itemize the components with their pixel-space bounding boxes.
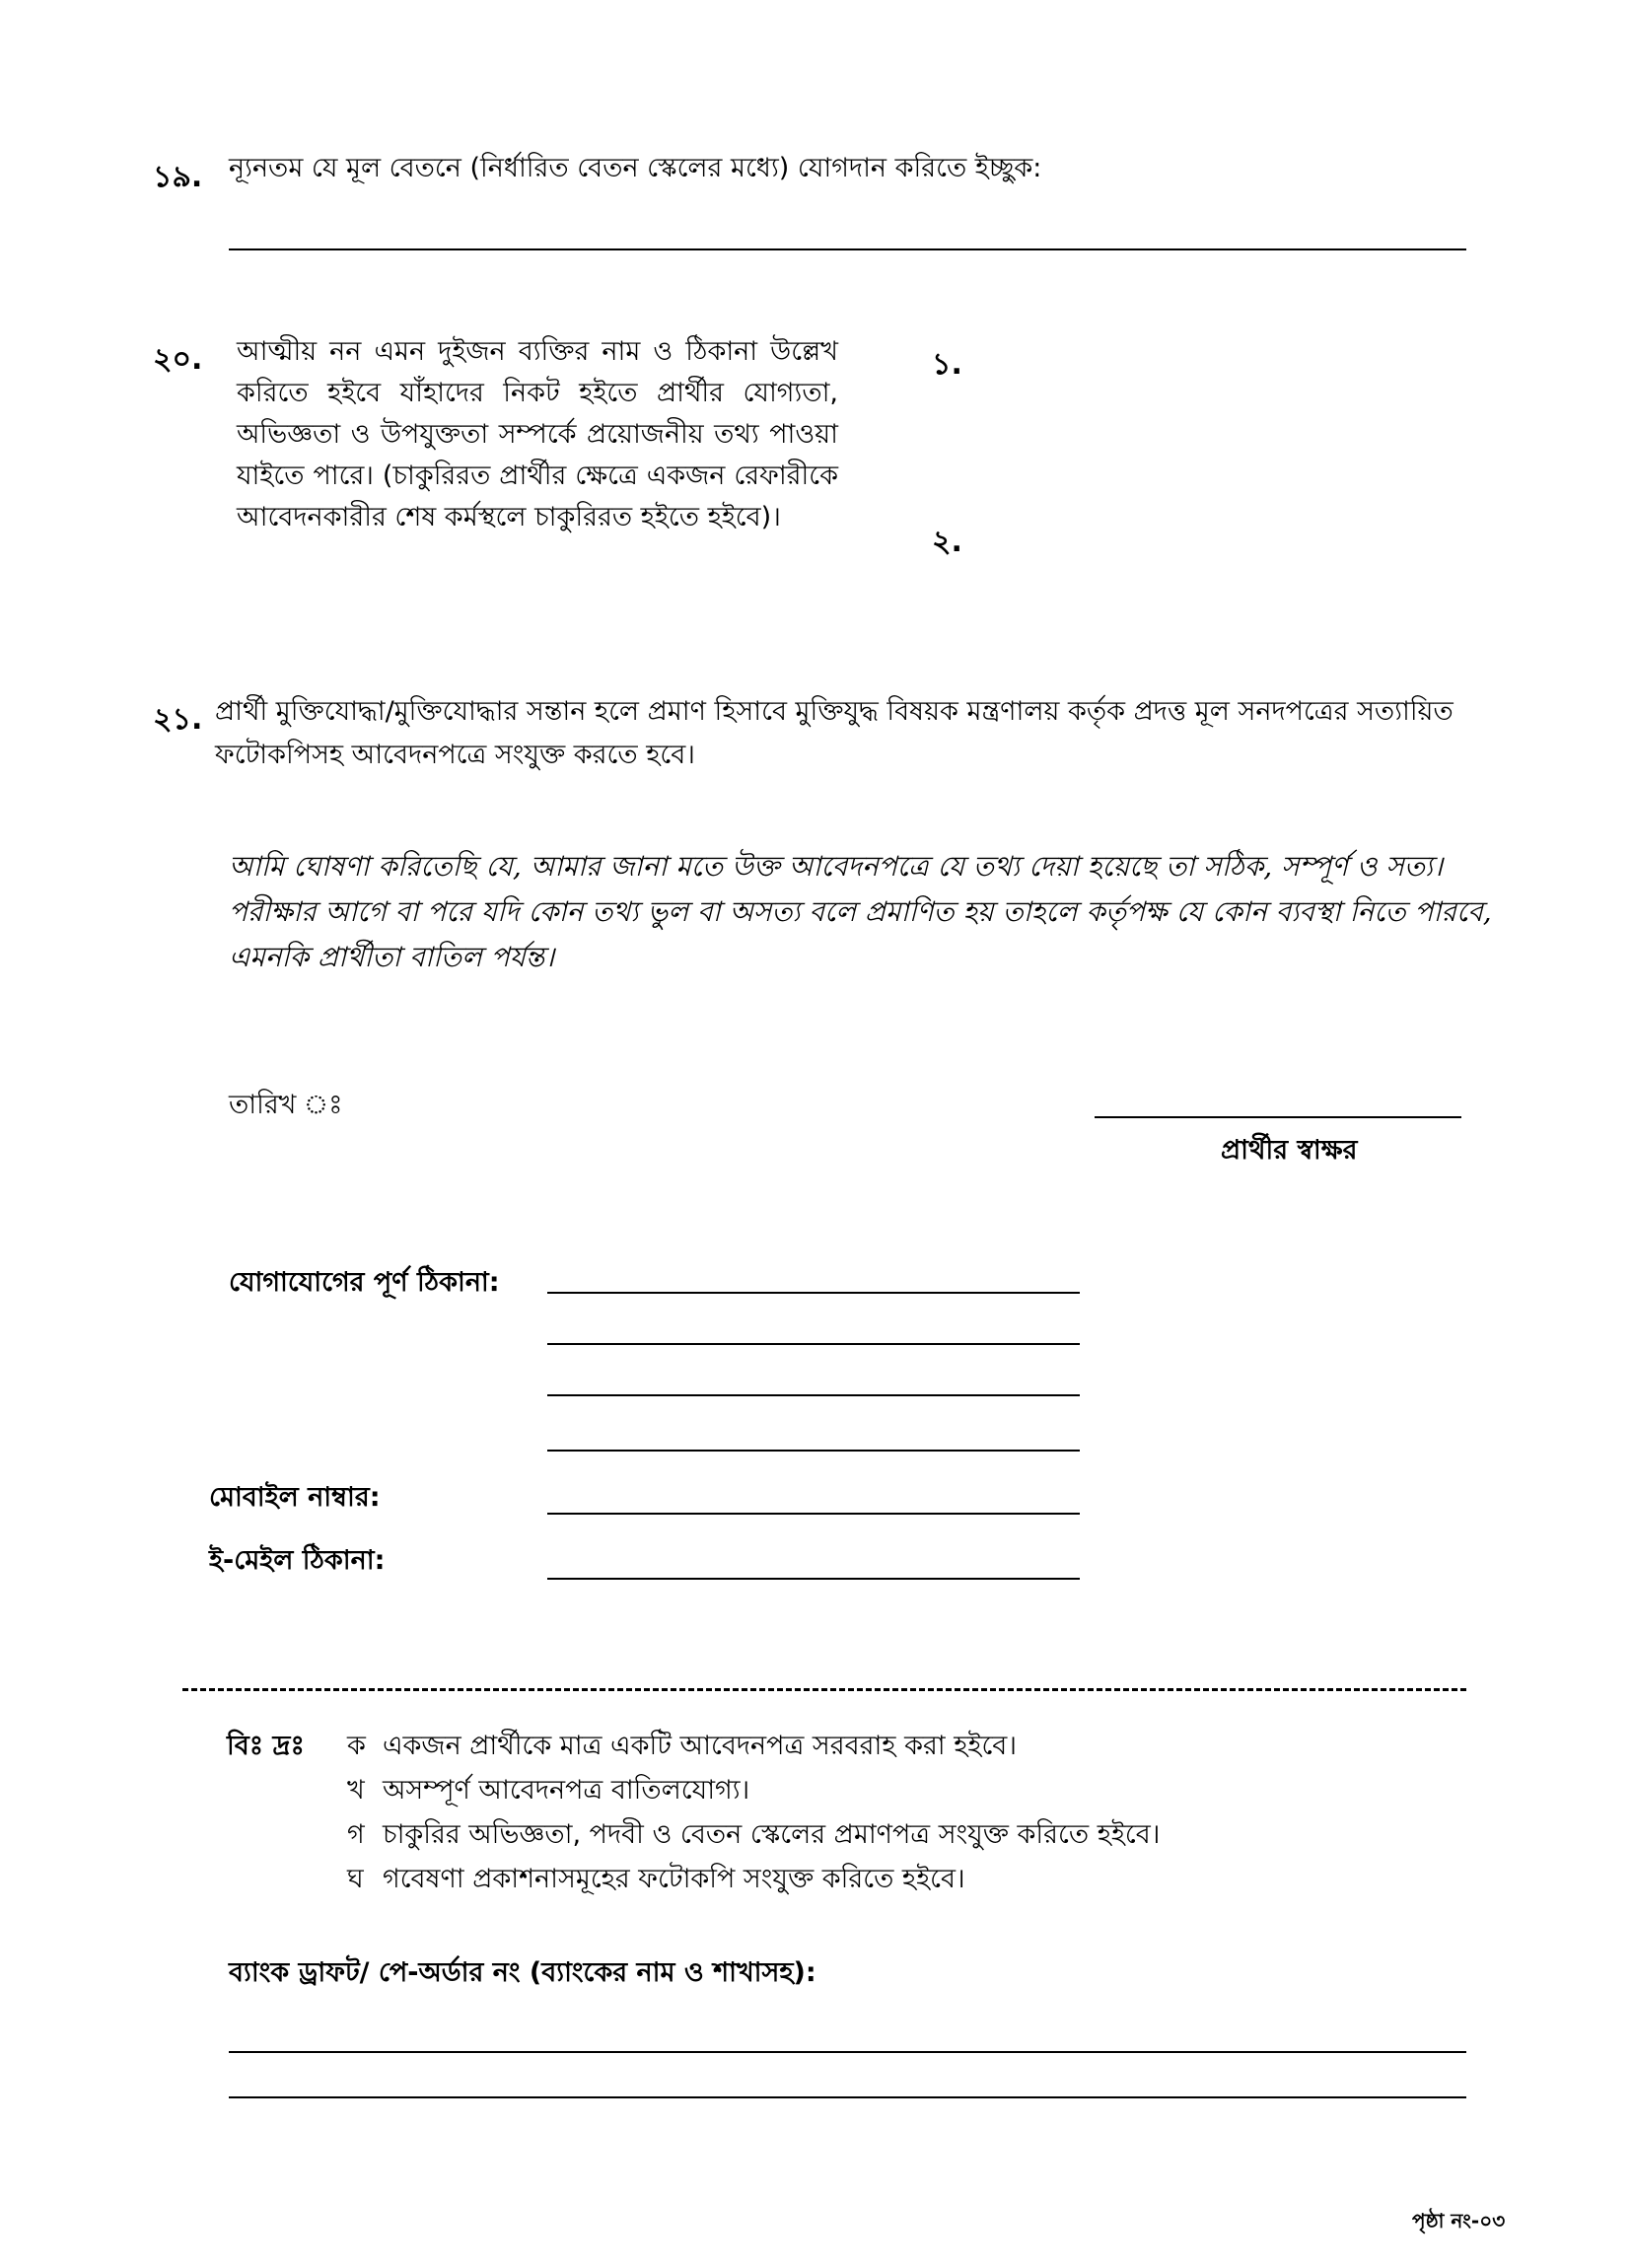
notes-label: বিঃ দ্রঃ [227, 1731, 305, 1761]
cut-line-separator [182, 1688, 1466, 1691]
note-item [347, 1770, 1160, 1811]
email-label: ই-মেইল ঠিকানা: [209, 1545, 386, 1576]
note-text: চাকুরির অভিজ্ঞতা, পদবী ও বেতন স্কেলের প্রমাণপত্র সংযুক্ত করিতে হইবে। [383, 1819, 1161, 1850]
address-label: যোগাযোগের পূর্ণ ঠিকানা: [229, 1267, 500, 1298]
address-line-4[interactable] [547, 1450, 1080, 1452]
bank-draft-line-2[interactable] [229, 2096, 1466, 2098]
signature-line[interactable] [1095, 1116, 1461, 1118]
page-number: পৃষ্ঠা নং-০৩ [1412, 2209, 1506, 2233]
q21-number: ২১. [153, 702, 203, 737]
bank-draft-label: ব্যাংক ড্রাফট/ পে-অর্ডার নং (ব্যাংকের নাম ও শাখাসহ): [229, 1957, 816, 1988]
mobile-label: মোবাইল নাম্বার: [209, 1482, 381, 1513]
email-line[interactable] [547, 1578, 1080, 1580]
q21-text: প্রার্থী মুক্তিযোদ্ধা/মুক্তিযোদ্ধার সন্তান হলে প্রমাণ হিসাবে মুক্তিযুদ্ধ বিষয়ক মন্ত্রণালয় কর্তৃক প্রদত্ত মূল সনদপত্রের সত্যায়িত ফটোকপিসহ আবেদনপত্রে সংযুক্ত করতে হবে। [215, 696, 1454, 770]
q20-referee-2-number: ২. [932, 525, 962, 559]
address-line-2[interactable] [547, 1343, 1080, 1345]
notes-list [347, 1726, 1160, 1900]
declaration-text: আমি ঘোষণা করিতেছি যে, আমার জানা মতে উক্ত আবেদনপত্রে যে তথ্য দেয়া হয়েছে তা সঠিক, সম্পূর্ণ ও সত্য। পরীক্ষার আগে বা পরে যদি কোন তথ্য ভুল বা অসত্য বলে প্রমাণিত হয় তাহলে কর্তৃপক্ষ যে কোন ব্যবস্থা নিতে পারবে, এমনকি প্রার্থীতা বাতিল পর্যন্ত। [229, 850, 1492, 973]
mobile-line[interactable] [547, 1513, 1080, 1515]
q19-number: ১৯. [153, 160, 203, 194]
q19-answer-line[interactable] [229, 248, 1466, 250]
q20-number: ২০. [153, 342, 203, 377]
note-text: অসম্পূর্ণ আবেদনপত্র বাতিলযোগ্য। [383, 1775, 750, 1806]
note-text: একজন প্রার্থীকে মাত্র একটি আবেদনপত্র সরবরাহ করা হইবে। [383, 1731, 1017, 1761]
note-letter: ক [347, 1731, 366, 1761]
q20-text: আত্মীয় নন এমন দুইজন ব্যক্তির নাম ও ঠিকানা উল্লেখ করিতে হইবে যাঁহাদের নিকট হইতে প্রার্থীর যোগ্যতা, অভিজ্ঞতা ও উপযুক্ততা সম্পর্কে প্রয়োজনীয় তথ্য পাওয়া যাইতে পারে। (চাকুরিরত প্রার্থীর ক্ষেত্রে একজন রেফারীকে আবেদনকারীর শেষ কর্মস্থলে চাকুরিরত হইতে হইবে)। [237, 336, 838, 532]
bank-draft-line-1[interactable] [229, 2051, 1466, 2053]
q19-text: ন্যূনতম যে মূল বেতনে (নির্ধারিত বেতন স্কেলের মধ্যে) যোগদান করিতে ইচ্ছুক: [229, 153, 1042, 183]
signature-label: প্রার্থীর স্বাক্ষর [1221, 1135, 1358, 1166]
q20-referee-1-number: ১. [932, 347, 962, 382]
note-letter: গ [347, 1819, 365, 1850]
date-label: তারিখ ঃ [229, 1090, 343, 1120]
note-item [347, 1859, 1160, 1900]
note-letter: ঘ [347, 1864, 364, 1894]
note-text: গবেষণা প্রকাশনাসমূহের ফটোকপি সংযুক্ত করিতে হইবে। [383, 1864, 965, 1894]
note-letter: খ [347, 1775, 365, 1806]
note-item [347, 1814, 1160, 1856]
address-line-1[interactable] [547, 1292, 1080, 1294]
address-line-3[interactable] [547, 1394, 1080, 1396]
note-item [347, 1726, 1160, 1767]
